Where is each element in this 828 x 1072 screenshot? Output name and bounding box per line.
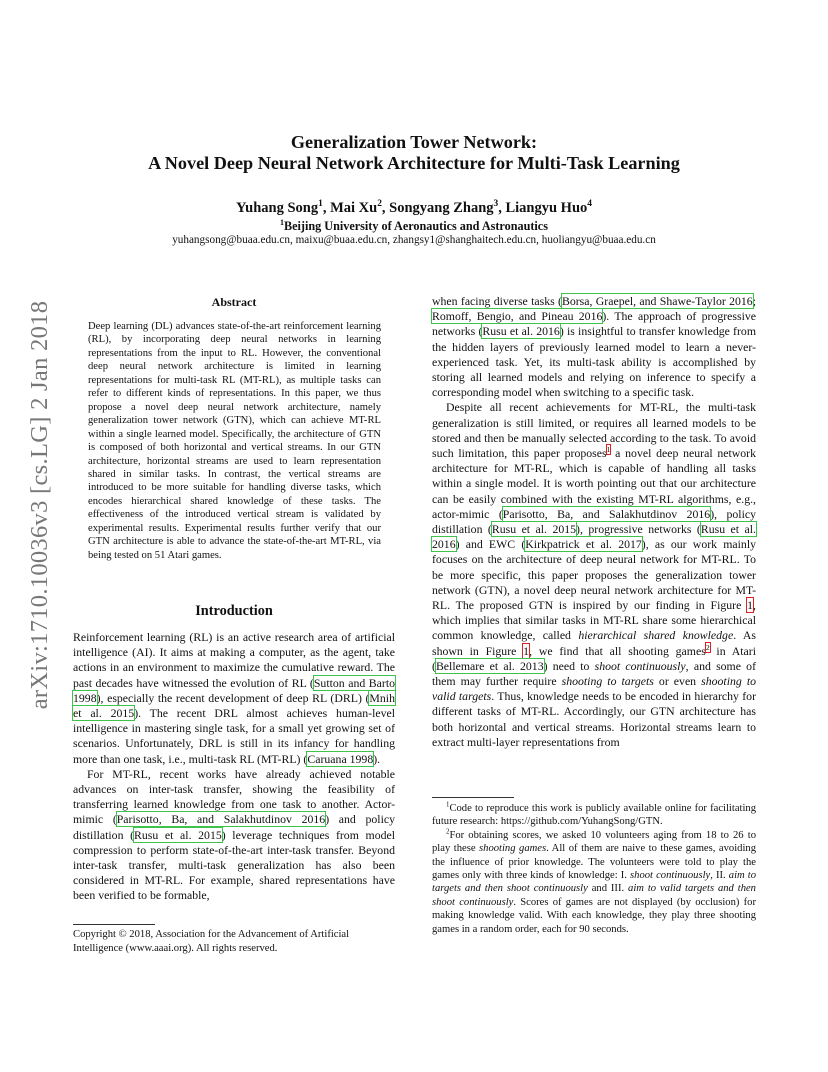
author-name: , Liangyu Huo	[498, 200, 588, 216]
emphasis: shooting to valid targets	[432, 674, 757, 704]
text-run: . Scores of games are not displayed (by occlusion) for making knowledge valid. With each knowledge, they play three shooting games in a random order, each for 90 seconds.	[432, 896, 756, 935]
text-run: For obtaining scores, we asked 10 volunteers aging from 18 to 26 to play these	[432, 829, 756, 855]
author-affil-mark: 1	[318, 199, 323, 210]
citation-link[interactable]: Sutton and Barto 1998	[73, 675, 396, 705]
citation-link[interactable]: Parisotto, Ba, and Salakhutdinov 2016	[116, 812, 326, 827]
citation-link[interactable]: Bellemare et al. 2013	[435, 658, 544, 673]
title-line-1: Generalization Tower Network:	[290, 132, 538, 152]
citation-link[interactable]: Caruana 1998	[307, 751, 374, 766]
author-list	[0, 200, 828, 217]
citation-link[interactable]: Romoff, Bengio, and Pineau 2016	[432, 309, 603, 324]
footnote-divider	[73, 924, 155, 925]
footnote-link[interactable]: 1	[606, 445, 611, 455]
citation-link[interactable]: Rusu et al. 2016	[482, 324, 560, 339]
citation-link[interactable]: Parisotto, Ba, and Salakhutdinov 2016	[502, 506, 711, 521]
text-run: ) leverage techniques from model compression to perform state-of-the-art inter-task transfer. Beyond inter-task transfer, multi-task generalization has also been considered in MT-RL. For example, shared representations have been verified to be formable,	[73, 827, 395, 903]
author-affil-mark: 3	[493, 199, 499, 210]
text-run: a novel deep neural network architecture for MT-RL, which is capable of handling all tasks within a single model. It is worth pointing out that our architecture can be easily combined with the existing MT-RL algorithms, e.g., actor-mimic (	[432, 446, 756, 521]
text-run: Reinforcement learning (RL) is an active research area of artificial intelligence (AI). It aims at making a computer, as the agent, take actions in an environment to maximize the cumulative reward. The past decades have witnessed the evolution of RL (	[73, 630, 395, 690]
text-run: ) and policy distillation (	[73, 812, 395, 842]
emphasis: aim to targets and then shoot continuously	[432, 870, 756, 895]
affiliation-mark: 1	[280, 217, 284, 227]
text-run: ), especially the recent development of deep RL (DRL) (	[96, 690, 370, 705]
text-run: , and some of them may further require	[432, 658, 756, 689]
footnote-mark: 1	[446, 801, 450, 809]
emphasis: shoot continuously	[630, 870, 711, 882]
introduction-body	[73, 630, 395, 904]
author-name: Yuhang Song	[236, 200, 319, 216]
paragraph	[432, 400, 756, 750]
figure-ref-link[interactable]: 1	[523, 643, 530, 658]
emphasis: shoot continuously	[594, 658, 686, 673]
text-run: , which implies that similar tasks in MT-RL share some hierarchical common knowledge, called	[432, 598, 756, 643]
emphasis: aim to valid targets and then shoot continuously	[432, 883, 756, 908]
paragraph	[73, 767, 395, 904]
paragraph	[73, 630, 395, 767]
citation-link[interactable]: Rusu et al. 2015	[491, 522, 577, 537]
text-run: Code to reproduce this work is publicly available online for facilitating future research: https://github.com/YuhangSong/GTN.	[432, 803, 756, 828]
text-run: ) and EWC (	[455, 537, 526, 552]
emphasis: shooting to targets	[561, 674, 654, 689]
paragraph	[432, 294, 756, 400]
text-run: . As shown in Figure	[432, 628, 756, 658]
text-run: ) is insightful to transfer knowledge from the hidden layers of previously learned model to learn a never-experienced task. Yet, its multi-task ability is accomplished by storing all learned models and relying on inference to specify a corresponding model when switching to a specific task.	[432, 324, 756, 400]
abstract-heading: Abstract	[211, 295, 257, 309]
abstract-text: Deep learning (DL) advances state-of-the-art reinforcement learning (RL), by incorporating deep neural networks in learning representations from the input to RL. However, the conventional deep neural network architecture is limited in learning representations for multi-task RL (MT-RL), as multiple tasks can refer to different kinds of representations. In this paper, we thus propose a novel deep neural network architecture, namely generalization tower network (GTN), which can achieve MT-RL within a single learned model. Specifically, the architecture of GTN is composed of both horizontal and vertical streams. In our GTN architecture, horizontal streams are used to learn representation shared in similar tasks. In contrast, the vertical streams are introduced to be more suitable for handling diverse tasks, which encodes hierarchical shared knowledge of these tasks. The effectiveness of the introduced vertical stream is validated by experimental results. Experimental results further verify that our GTN architecture is able to advance the state-of-the-art MT-RL, via being tested on 51 Atari games.	[88, 321, 381, 561]
text-run: Despite all recent achievements for MT-RL, the multi-task generalization is still limited, or requires all learned models to be stored and then be manually selected according to the task. To avoid such limitation, this paper proposes	[432, 400, 756, 461]
footnote-2	[432, 829, 756, 936]
author-emails: yuhangsong@buaa.edu.cn, maixu@buaa.edu.cn, zhangsy1@shanghaitech.edu.cn, huoliangyu@buaa.edu.cn	[172, 234, 656, 246]
emphasis: shooting games	[479, 843, 547, 855]
citation-link[interactable]: Rusu et al. 2016	[432, 522, 756, 552]
introduction-heading: Introduction	[195, 603, 273, 619]
author-name: , Songyang Zhang	[381, 200, 494, 216]
text-run: ). The approach of progressive networks (	[432, 309, 756, 339]
text-run: . All of them are naive to these games, avoiding the influence of prior knowledge. The volunteers were told to play the games only with three kinds of knowledge: I.	[432, 843, 756, 882]
text-run: ;	[752, 294, 756, 308]
text-run: , II.	[710, 870, 729, 882]
text-run: and III.	[587, 883, 629, 895]
affiliation-name: Beijing University of Aeronautics and Astronautics	[284, 219, 548, 233]
citation-link[interactable]: Rusu et al. 2015	[134, 827, 222, 842]
text-run: . Thus, knowledge needs to be encoded in hierarchy for different tasks of MT-RL. Accordingly, our GTN architecture has both horizontal and vertical streams. Horizontal streams learn to extract multi-layer representations from	[432, 689, 756, 749]
citation-link[interactable]: Kirkpatrick et al. 2017	[525, 537, 642, 552]
citation-link[interactable]: Mnih et al. 2015	[73, 690, 395, 721]
text-run: ).	[373, 751, 381, 766]
arxiv-sidebar-stamp	[22, 295, 58, 715]
affiliation	[0, 219, 828, 234]
right-column-body	[432, 294, 756, 750]
footnote-link[interactable]: 2	[705, 642, 710, 652]
text-run: or even	[653, 674, 702, 689]
title-line-2: A Novel Deep Neural Network Architecture for Multi-Task Learning	[148, 153, 680, 173]
text-run: , we find that all shooting games	[529, 643, 706, 658]
figure-ref-link[interactable]: 1	[747, 598, 754, 613]
footnote-mark: 2	[446, 828, 450, 836]
text-run: when facing diverse tasks (	[432, 294, 562, 308]
text-run: ). The recent DRL almost achieves human-level intelligence in mastering single task, for a small yet growing set of scenarios. Unfortunately, DRL is still in its infancy for handling more than one task, i.e., multi-task RL (MT-RL) (	[73, 706, 396, 766]
copyright-notice: Copyright © 2018, Association for the Advancement of Artificial Intelligence (www.aaai.org). All rights reserved.	[73, 929, 350, 954]
text-run: in Atari (	[432, 643, 756, 673]
text-run: For MT-RL, recent works have already achieved notable advances on inter-task transfer, showing the feasibility of transferring learned knowledge from one task to another. Actor-mimic (	[73, 766, 395, 827]
arxiv-identifier: arXiv:1710.10036v3 [cs.LG] 2 Jan 2018	[26, 300, 53, 710]
author-affil-mark: 4	[587, 199, 592, 210]
emphasis: hierarchical shared knowledge	[578, 628, 734, 643]
text-run: ), as our work mainly focuses on the architecture of deep neural network for MT-RL. To be more specific, this paper proposes the generalization tower network (GTN), a novel deep neural network architecture for MT-RL. The proposed GTN is inspired by our finding in Figure	[432, 537, 756, 613]
text-run: ) need to	[543, 658, 595, 673]
paper-title	[0, 132, 828, 174]
author-name: , Mai Xu	[322, 200, 378, 216]
footnote-divider	[432, 797, 514, 798]
author-affil-mark: 2	[377, 199, 382, 210]
citation-link[interactable]: Borsa, Graepel, and Shawe-Taylor 2016	[561, 294, 753, 308]
footnotes	[432, 802, 756, 936]
footnote-1	[432, 802, 756, 829]
text-run: ), policy distillation (	[432, 506, 756, 537]
text-run: ), progressive networks (	[576, 522, 701, 537]
